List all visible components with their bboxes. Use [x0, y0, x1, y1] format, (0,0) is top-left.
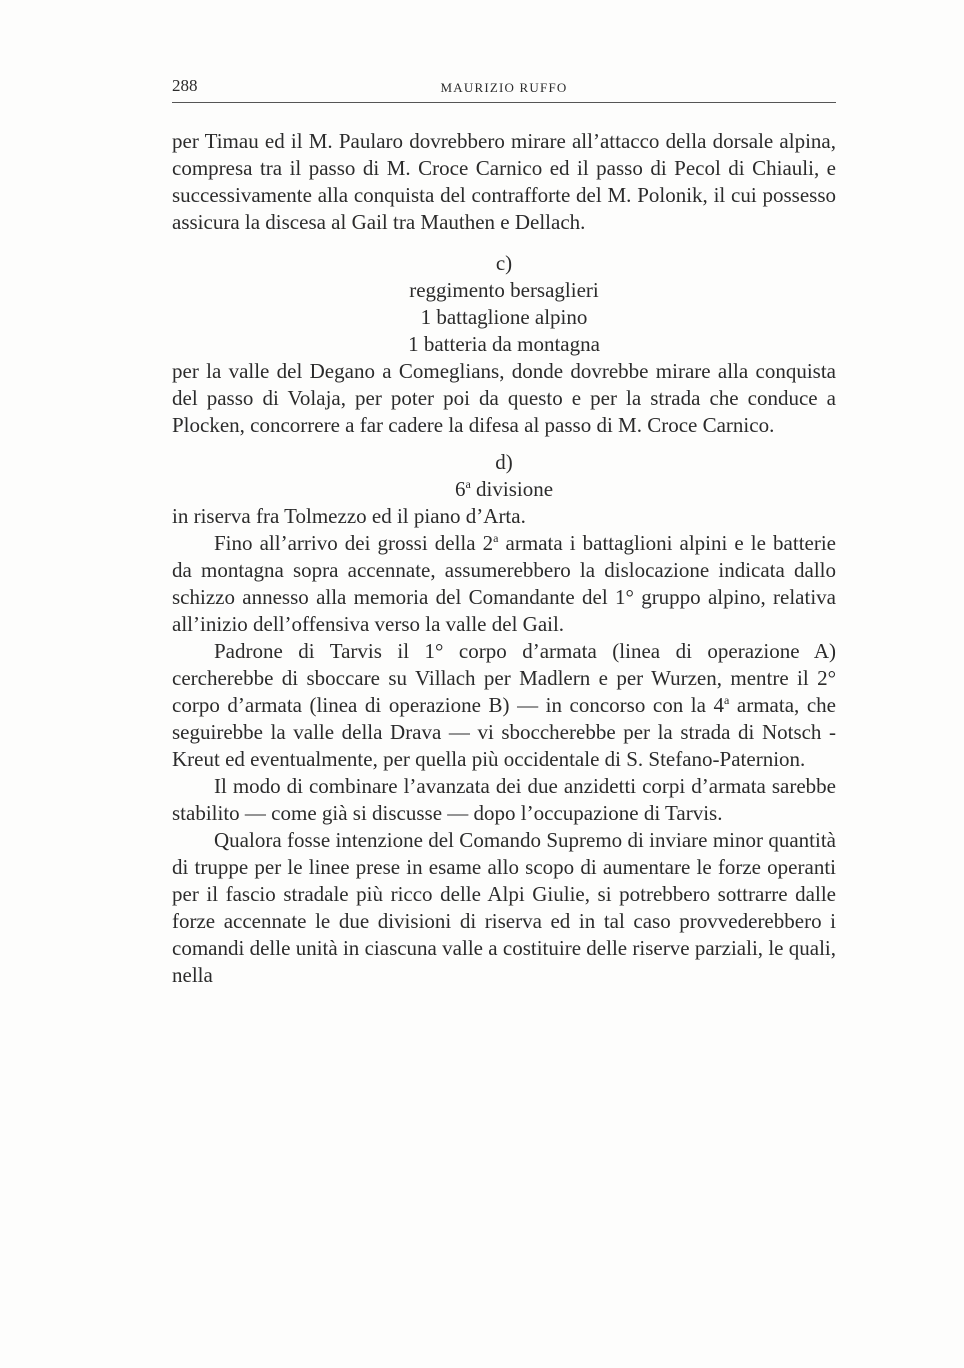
- unit-line: reggimento bersaglieri: [409, 278, 599, 302]
- paragraph-padrone: [172, 638, 836, 773]
- page-number: 288: [172, 76, 198, 95]
- unit-line: 1 batteria da montagna: [408, 332, 600, 356]
- text-run: Padrone di Tarvis il 1° corpo d’armata (linea di operazione A) cercherebbe di sboccare su Villach per Madlern e per Wurzen, mentre il 2° corpo d’armata (linea di operazione B) — in concorso con la 4: [172, 639, 836, 717]
- text-run: Fino all’arrivo dei grossi della 2: [214, 531, 494, 555]
- text-run: armata, che seguirebbe la valle della Drava — vi sboccherebbe per la strada di Notsch - Kreut ed eventualmente, per quella più occidentale di S. Stefano-Paternion.: [172, 693, 836, 771]
- page-header: [172, 74, 836, 103]
- division-name: divisione: [476, 477, 554, 501]
- text-run: armata i battaglioni alpini e le batterie da montagna sopra accennate, assumerebbero la dislocazione indicata dallo schizzo annesso alla memoria del Comandante del 1° gruppo alpino, relativa all’inizio dell’offensiva verso la valle del Gail.: [172, 531, 836, 636]
- ordinal-suffix: a: [724, 693, 730, 707]
- section-label-d: d): [495, 450, 513, 474]
- unit-line: 1 battaglione alpino: [420, 305, 588, 329]
- ordinal-suffix: a: [465, 477, 471, 491]
- ordinal-suffix: a: [493, 531, 499, 545]
- paragraph-fino: [172, 530, 836, 638]
- intro-paragraph: per Timau ed il M. Paularo dovrebbero mirare all’attacco della dorsale alpina, compresa tra il passo di M. Croce Carnico ed il passo di Pecol di Chiauli, e successivamente alla conquista del contrafforte del M. Polonik, il cui possesso assicura la discesa al Gail tra Mauthen e Dellach.: [172, 129, 836, 234]
- section-label-c: c): [495, 251, 513, 275]
- paragraph-qualora: Qualora fosse intenzione del Comando Supremo di inviare minor quantità di truppe per le linee prese in esame allo scopo di aumentare le forze operanti per il fascio stradale più ricco delle Alpi Giulie, si potrebbero sottrarre dalle forze accennate le due divisioni di riserva ed in tal caso provvederebbero i comandi delle unità in ciascuna valle a costituire delle riserve parziali, le quali, nella: [172, 828, 836, 987]
- division-line: [172, 476, 836, 503]
- division-number: 6: [454, 477, 466, 501]
- section-c-paragraph: per la valle del Degano a Comeglians, donde dovrebbe mirare alla conquista del passo di Volaja, per poter poi da questo e per la strada che conduce a Plocken, concorrere a far cadere la difesa al passo di M. Croce Carnico.: [172, 359, 836, 437]
- running-title: MAURIZIO RUFFO: [440, 80, 568, 95]
- paragraph-modo: Il modo di combinare l’avanzata dei due anzidetti corpi d’armata sarebbe stabilito — come già si discusse — dopo l’occupazione di Tarvis.: [172, 774, 836, 825]
- section-d-paragraph: in riserva fra Tolmezzo ed il piano d’Arta.: [172, 504, 526, 528]
- page-body: [172, 128, 836, 989]
